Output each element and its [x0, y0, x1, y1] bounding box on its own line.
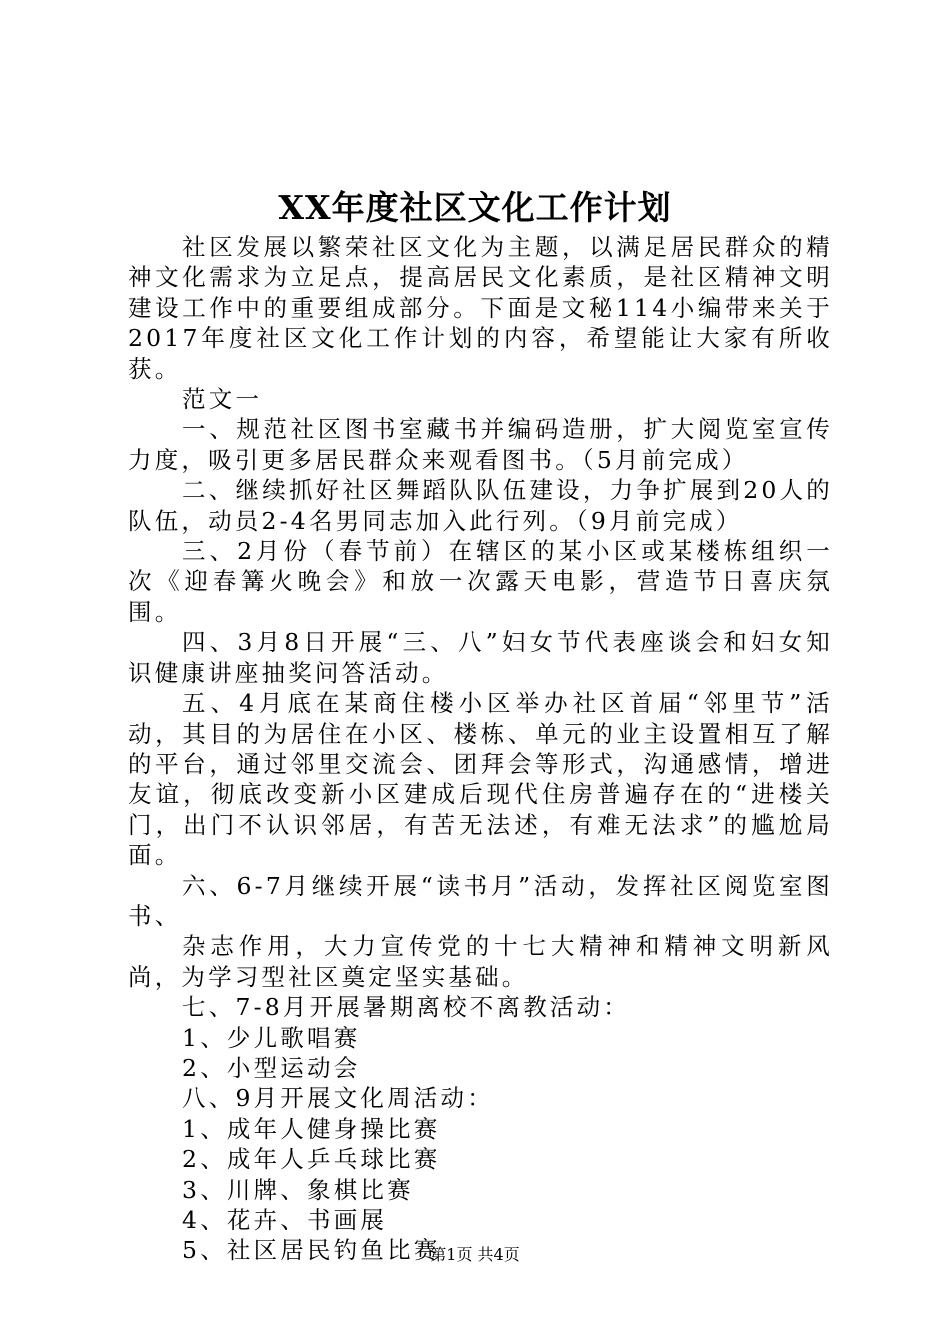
- list-item: 1、少儿歌唱赛: [182, 1023, 361, 1052]
- document-title: XX年度社区文化工作计划: [278, 188, 672, 227]
- paragraph-item-2: 二、继续抓好社区舞蹈队队伍建设，力争扩展到20人的队伍，动员2-4名男同志加入此行列。（9月前完成）: [128, 476, 833, 535]
- list-item: 2、小型运动会: [182, 1053, 361, 1082]
- paragraph-item-8: 八、9月开展文化周活动：: [182, 1084, 494, 1113]
- list-item: 4、花卉、书画展: [182, 1206, 388, 1234]
- list-item: 2、成年人乒乓球比赛: [182, 1145, 441, 1174]
- paragraph-item-6: 六、6-7月继续开展“读书月”活动，发挥社区阅览室图书、: [128, 871, 833, 930]
- paragraph-item-4: 四、3月8日开展“三、八”妇女节代表座谈会和妇女知识健康讲座抽奖问答活动。: [128, 628, 833, 687]
- paragraph-item-6-continued: 杂志作用，大力宣传党的十七大精神和精神文明新风尚，为学习型社区奠定坚实基础。: [128, 932, 833, 991]
- paragraph-item-5: 五、4月底在某商住楼小区举办社区首届“邻里节”活动，其目的为居住在小区、楼栋、单元的业主设置相互了解的平台，通过邻里交流会、团拜会等形式，沟通感情，增进友谊，彻底改变新小区建成后现代住房普遍存在的“进楼关门，出门不认识邻居，有苦无法述，有难无法求”的尴尬局面。: [128, 689, 833, 870]
- page-footer: 第1页 共4页: [430, 1245, 520, 1264]
- paragraph-item-1: 一、规范社区图书室藏书并编码造册，扩大阅览室宣传力度，吸引更多居民群众来观看图书。（5月前完成）: [128, 415, 833, 474]
- paragraph-sample-heading: 范文一: [182, 385, 263, 414]
- paragraph-intro: 社区发展以繁荣社区文化为主题，以满足居民群众的精神文化需求为立足点，提高居民文化素质，是社区精神文明建设工作中的重要组成部分。下面是文秘114小编带来关于2017年度社区文化工作计划的内容，希望能让大家有所收获。: [128, 233, 833, 383]
- list-item: 3、川牌、象棋比赛: [182, 1175, 414, 1204]
- list-item: 5、社区居民钓鱼比赛: [182, 1236, 441, 1265]
- document-body: [128, 232, 833, 1266]
- list-item: 1、成年人健身操比赛: [182, 1114, 441, 1143]
- paragraph-item-3: 三、2月份（春节前）在辖区的某小区或某楼栋组织一次《迎春篝火晚会》和放一次露天电影，营造节日喜庆氛围。: [128, 537, 833, 626]
- paragraph-item-7: 七、7-8月开展暑期离校不离教活动：: [182, 993, 630, 1022]
